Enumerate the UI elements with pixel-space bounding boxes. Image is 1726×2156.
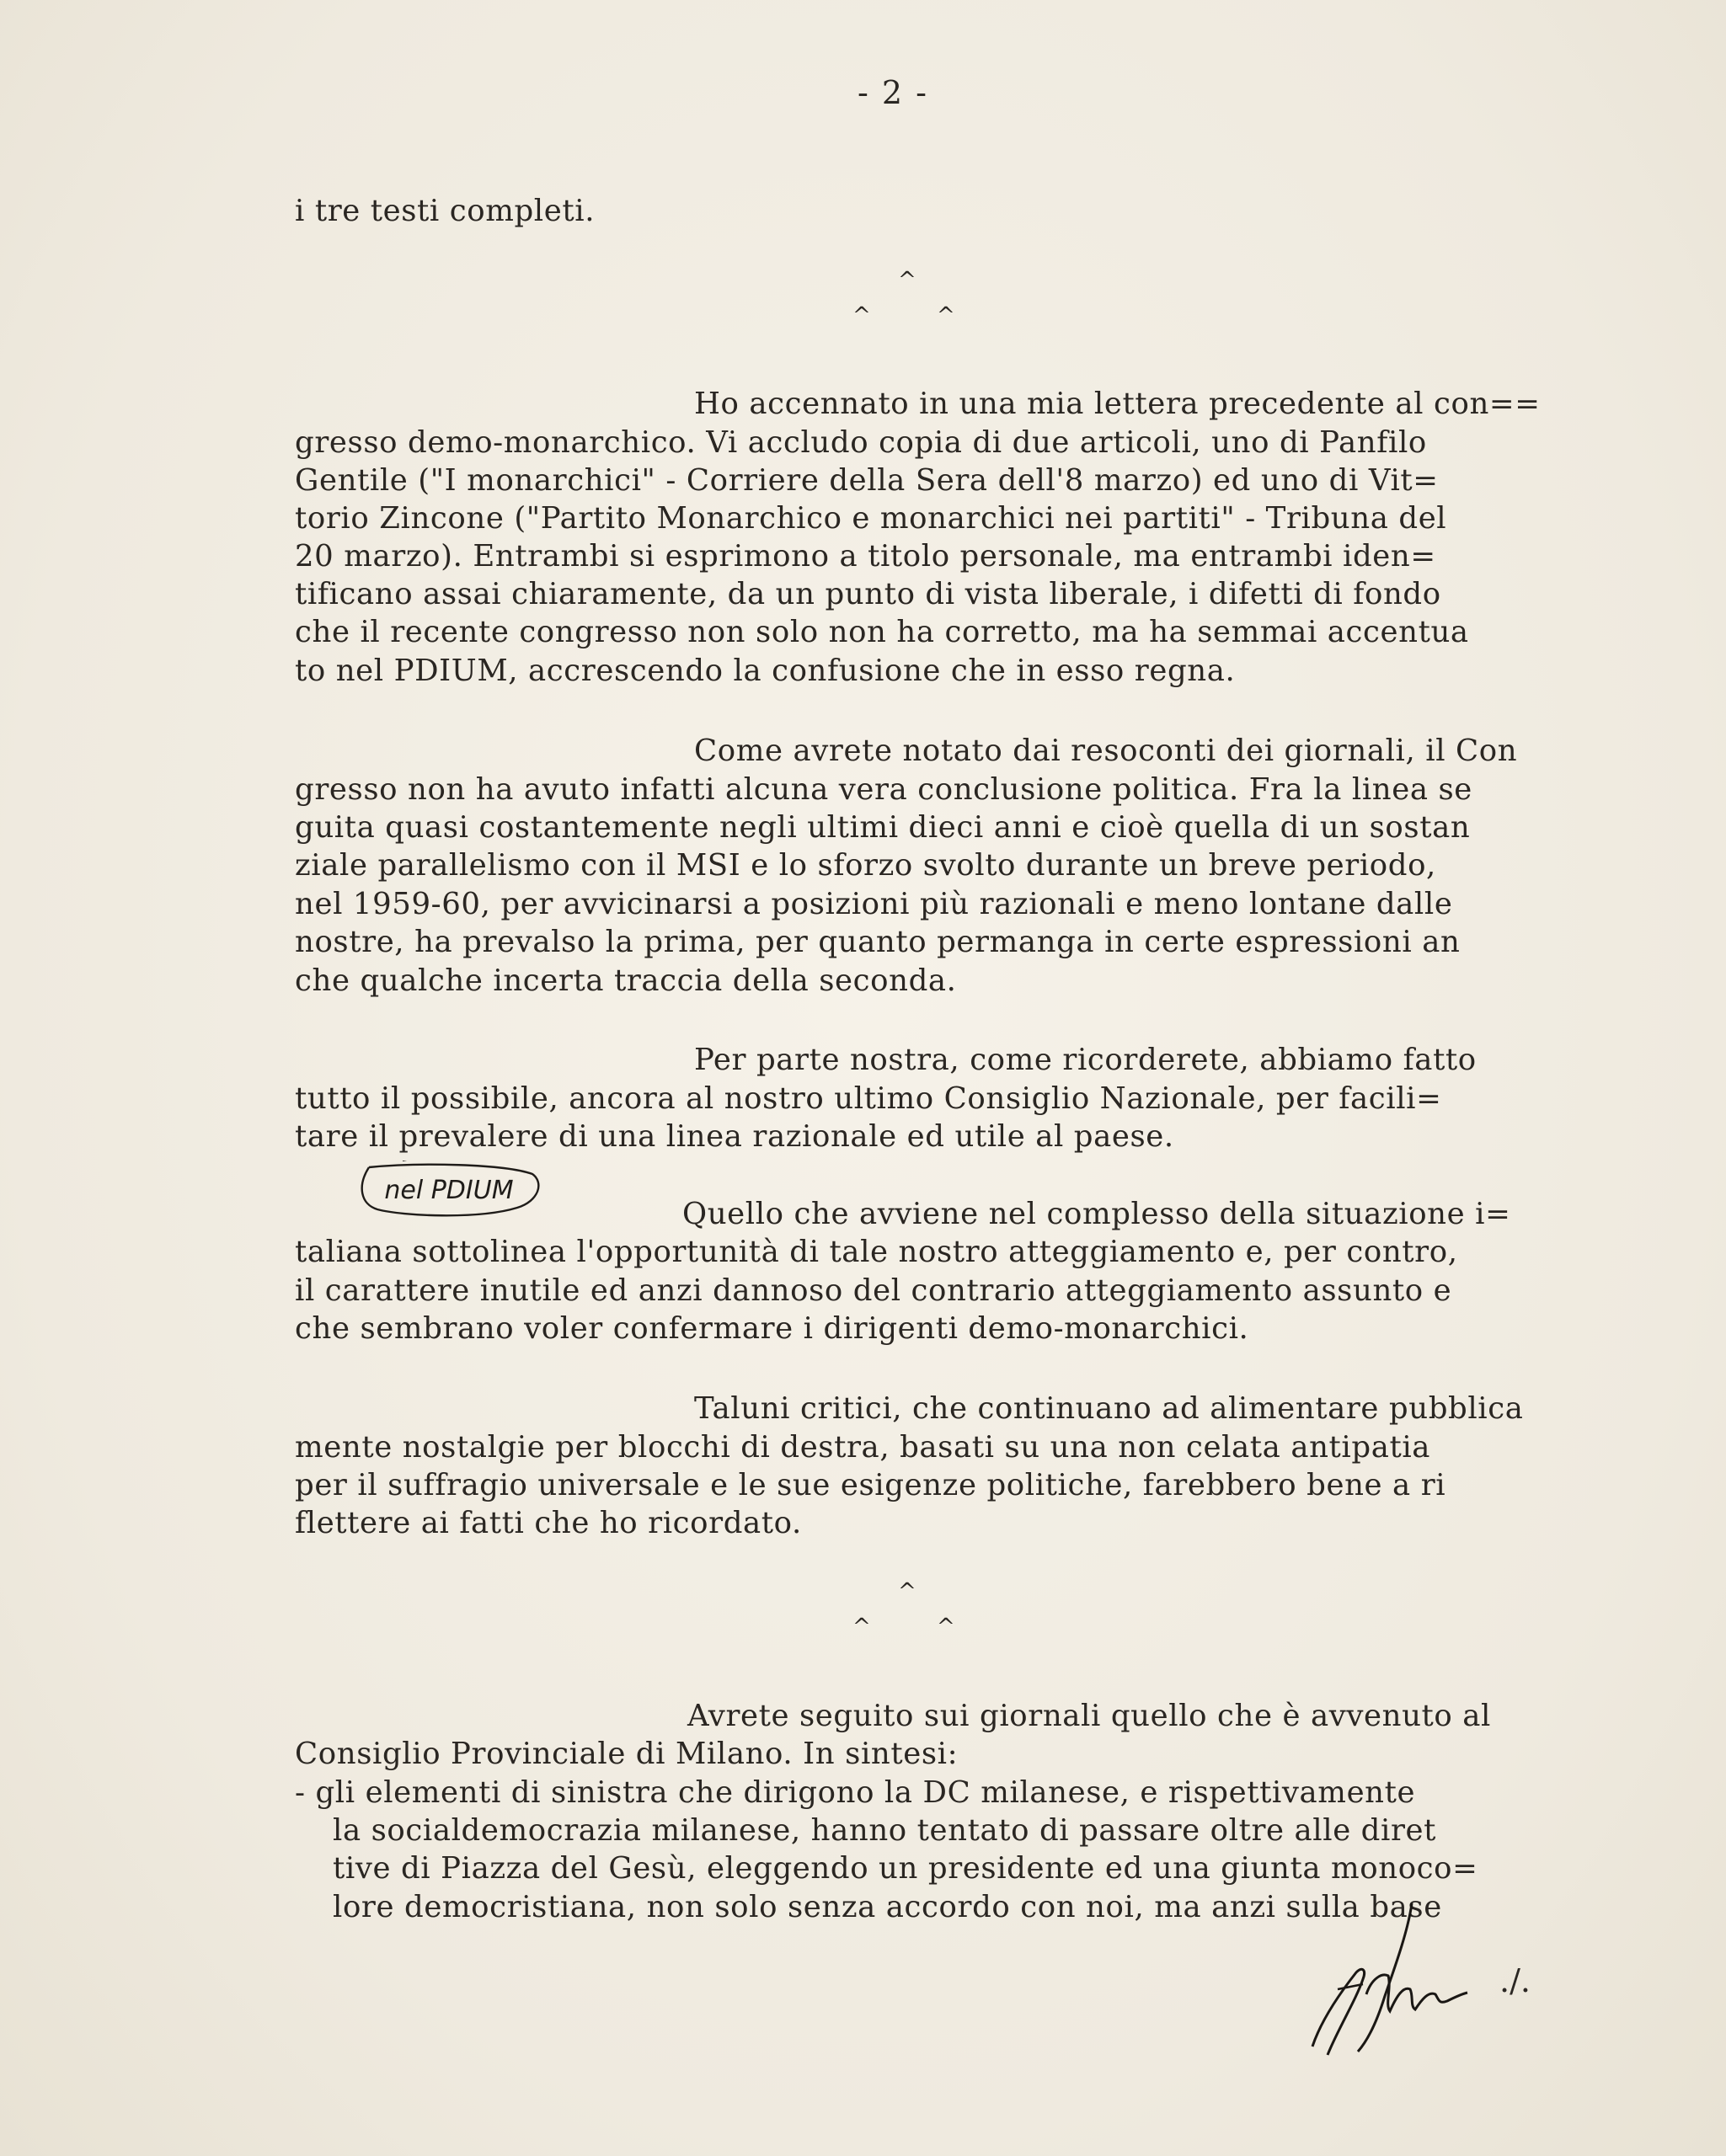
text-line: il carattere inutile ed anzi dannoso del contrario atteggiamento assunto e [295, 1273, 1452, 1308]
text-line: flettere ai fatti che ho ricordato. [295, 1506, 802, 1540]
text-line: per il suffragio universale e le sue esigenze politiche, farebbero bene a ri [295, 1468, 1446, 1502]
text-line: Ho accennato in una mia lettera precedente al con== [694, 387, 1541, 421]
handwritten-note-text: nel PDIUM [384, 1176, 514, 1205]
text-line: i tre testi completi. [295, 194, 596, 228]
text-line: torio Zincone ("Partito Monarchico e monarchici nei partiti" - Tribuna del [295, 501, 1447, 536]
text-line: Avrete seguito sui giornali quello che è avvenuto al [687, 1699, 1491, 1733]
text-line: nel 1959-60, per avvicinarsi a posizioni più razionali e meno lontane dalle [295, 887, 1453, 921]
caret-mark: ^ [937, 303, 955, 328]
text-line: tare il prevalere di una linea razionale ed utile al paese. [295, 1119, 1174, 1154]
text-line: lore democristiana, non solo senza accordo con noi, ma anzi sulla base [333, 1890, 1442, 1924]
text-line: to nel PDIUM, accrescendo la confusione che in esso regna. [295, 654, 1236, 688]
continuation-mark: ./. [1499, 1962, 1531, 1999]
text-line: che qualche incerta traccia della seconda. [295, 963, 957, 998]
signature-scribble [1304, 1895, 1472, 2063]
text-line: Taluni critici, che continuano ad alimentare pubblica [694, 1391, 1524, 1426]
text-line: la socialdemocrazia milanese, hanno tentato di passare oltre alle diret [333, 1813, 1437, 1848]
caret-mark: ^ [852, 303, 871, 328]
text-line: Come avrete notato dai resoconti dei giornali, il Con [694, 734, 1518, 768]
text-line: mente nostalgie per blocchi di destra, basati su una non celata antipatia [295, 1430, 1431, 1465]
page-number: - 2 - [857, 74, 928, 111]
text-line: Per parte nostra, come ricorderete, abbiamo fatto [694, 1043, 1477, 1077]
text-line: - gli elementi di sinistra che dirigono la DC milanese, e rispettivamente [295, 1775, 1416, 1810]
text-line: guita quasi costantemente negli ultimi dieci anni e cioè quella di un sostan [295, 810, 1471, 845]
text-line: gresso demo-monarchico. Vi accludo copia di due articoli, uno di Panfilo [295, 425, 1427, 460]
caret-mark: ^ [937, 1614, 955, 1640]
text-line: taliana sottolinea l'opportunità di tale nostro atteggiamento e, per contro, [295, 1235, 1458, 1269]
text-line: che il recente congresso non solo non ha corretto, ma ha semmai accentua [295, 615, 1469, 649]
text-line: 20 marzo). Entrambi si esprimono a titolo personale, ma entrambi iden= [295, 539, 1436, 574]
text-line: nostre, ha prevalso la prima, per quanto permanga in certe espressioni an [295, 925, 1461, 959]
text-line: Consiglio Provinciale di Milano. In sintesi: [295, 1737, 959, 1771]
text-line: Quello che avviene nel complesso della situazione i= [682, 1197, 1511, 1231]
caret-mark: ^ [898, 1579, 916, 1604]
text-line: Gentile ("I monarchici" - Corriere della Sera dell'8 marzo) ed uno di Vit= [295, 463, 1439, 498]
text-line: ziale parallelismo con il MSI e lo sforzo svolto durante un breve periodo, [295, 848, 1436, 883]
caret-mark: ^ [898, 268, 916, 293]
text-line: gresso non ha avuto infatti alcuna vera conclusione politica. Fra la linea se [295, 772, 1472, 807]
text-line: che sembrano voler confermare i dirigenti demo-monarchici. [295, 1311, 1249, 1346]
text-line: tive di Piazza del Gesù, eleggendo un presidente ed una giunta monoco= [333, 1851, 1478, 1886]
caret-mark: ^ [852, 1614, 871, 1640]
handwritten-note [352, 1161, 546, 1221]
text-line: tutto il possibile, ancora al nostro ultimo Consiglio Nazionale, per facili= [295, 1081, 1442, 1116]
text-line: tificano assai chiaramente, da un punto di vista liberale, i difetti di fondo [295, 577, 1441, 611]
signature [1304, 1895, 1472, 2067]
